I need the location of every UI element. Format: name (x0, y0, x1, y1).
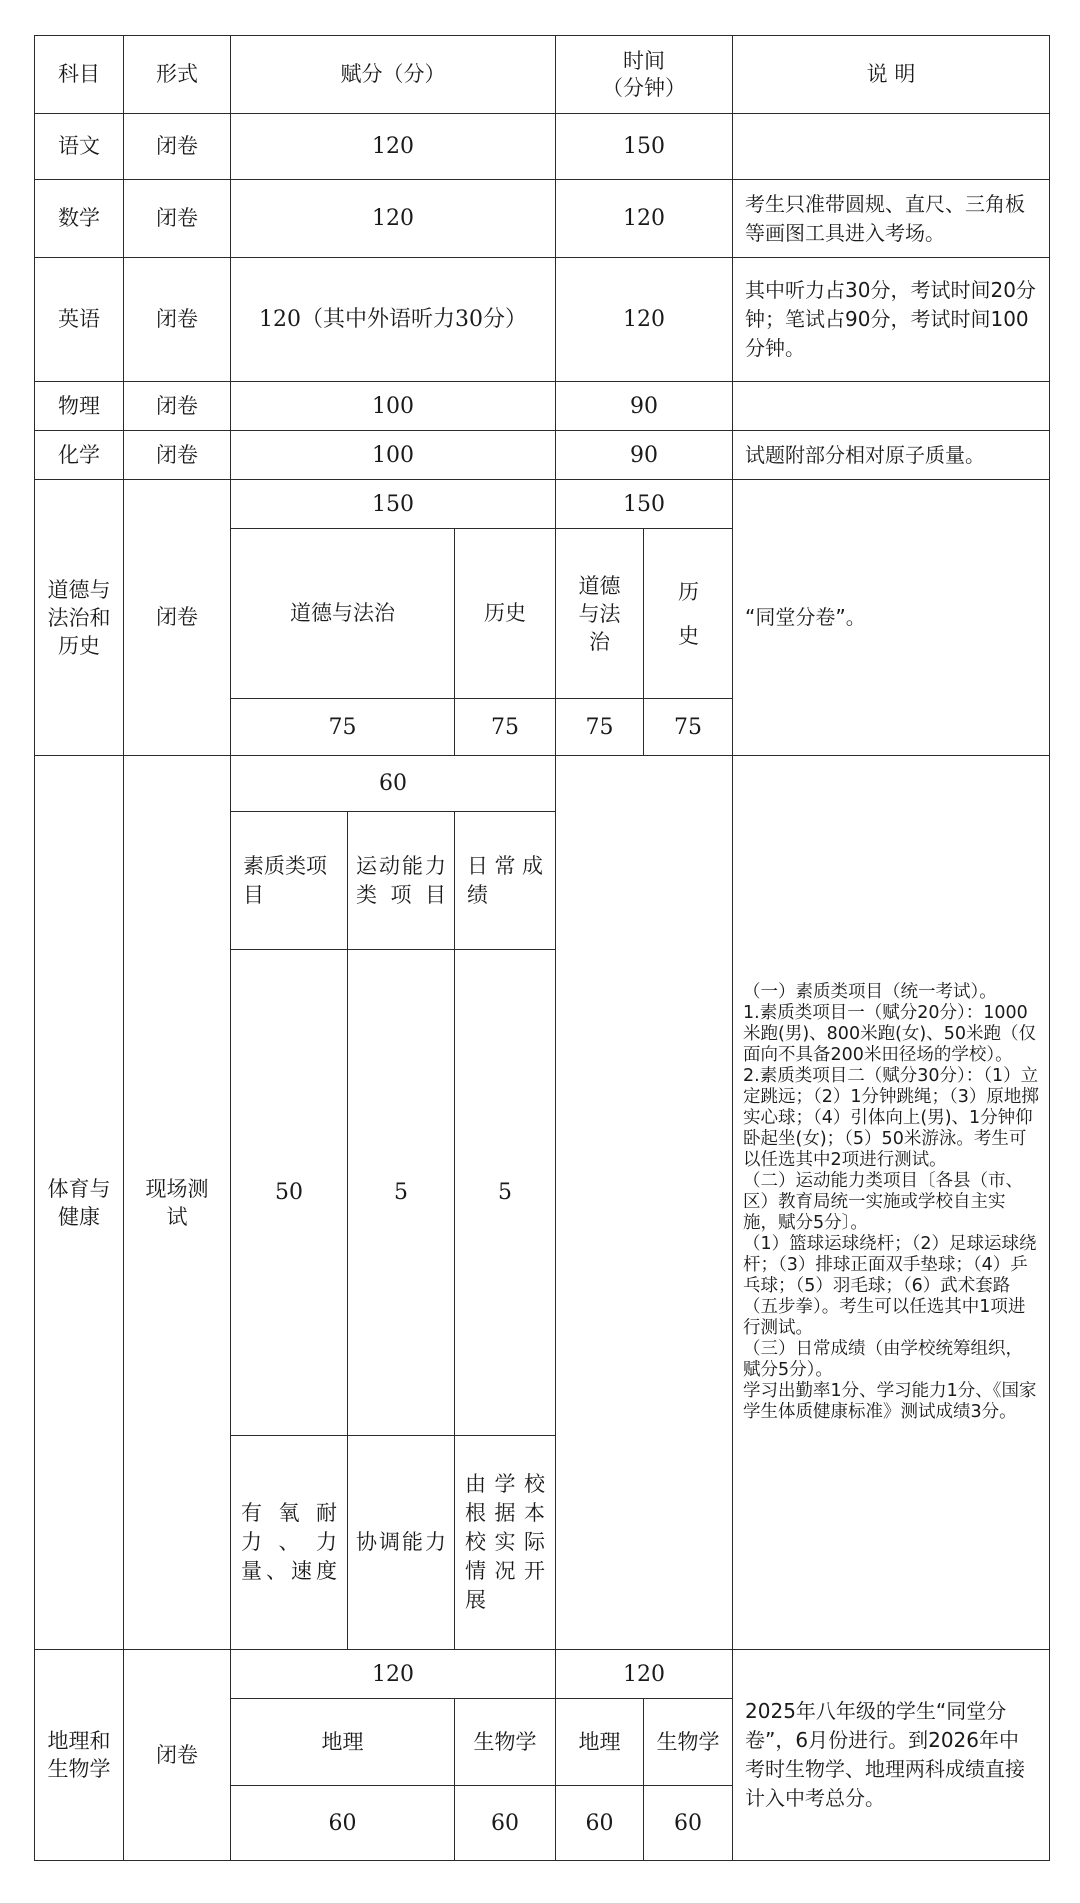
time-cell: 120 (556, 180, 733, 258)
row-english (35, 258, 1050, 382)
subject-cell: 英语 (35, 258, 124, 382)
note-line: （一）素质类项目（统一考试）。 (743, 982, 997, 1002)
subject-cell: 语文 (35, 114, 124, 180)
subject-cell: 体育与健康 (35, 756, 124, 1650)
score-total-cell: 120 (231, 1650, 556, 1699)
score-val-morality: 75 (231, 699, 455, 756)
pe-val-quality: 50 (231, 950, 348, 1436)
note-line: （二）运动能力类项目〔各县（市、区）教育局统一实施或学校自主实施，赋分5分〕。 (743, 1171, 1024, 1233)
row-chinese (35, 114, 1050, 180)
pe-desc-daily: 由学校根据本校实际情况开展 (455, 1436, 556, 1650)
score-cell: 120 (231, 114, 556, 180)
time-sub-geo: 地理 (556, 1699, 644, 1786)
time-cell: 90 (556, 431, 733, 480)
time-val-geo: 60 (556, 1786, 644, 1861)
note-line: 学习出勤率1分、学习能力1分、《国家学生体质健康标准》测试成绩3分。 (743, 1381, 1037, 1422)
time-total-cell: 120 (556, 1650, 733, 1699)
score-sub-geo: 地理 (231, 1699, 455, 1786)
subject-cell: 地理和生物学 (35, 1650, 124, 1861)
time-val-morality: 75 (556, 699, 644, 756)
score-val-history: 75 (455, 699, 556, 756)
note-cell (733, 114, 1050, 180)
pe-val-sport: 5 (348, 950, 455, 1436)
header-time: 时间 （分钟） (556, 36, 733, 114)
pe-desc-sport: 协调能力 (348, 1436, 455, 1650)
note-line: 1.素质类项目一（赋分20分）：1000米跑(男)、800米跑(女)、50米跑（仅面向不具备200米田径场的学校）。 (743, 1003, 1036, 1065)
pe-cat-sport: 运动能力类项目 (348, 812, 455, 950)
row-math (35, 180, 1050, 258)
header-note: 说 明 (733, 36, 1050, 114)
time-sub-morality: 道德与法治 (556, 529, 644, 699)
format-cell: 现场测试 (124, 756, 231, 1650)
format-cell: 闭卷 (124, 431, 231, 480)
row-morality-history (35, 480, 1050, 529)
subject-cell: 物理 (35, 382, 124, 431)
pe-cat-daily: 日常成绩 (455, 812, 556, 950)
time-cell-empty (556, 756, 733, 1650)
row-physics (35, 382, 1050, 431)
format-cell: 闭卷 (124, 180, 231, 258)
note-cell: 2025年八年级的学生“同堂分卷”，6月份进行。到2026年中考时生物学、地理两科成绩直接计入中考总分。 (733, 1650, 1050, 1861)
score-sub-history: 历史 (455, 529, 556, 699)
score-cell: 100 (231, 382, 556, 431)
score-sub-morality: 道德与法治 (231, 529, 455, 699)
format-cell: 闭卷 (124, 258, 231, 382)
note-cell: 其中听力占30分，考试时间20分钟；笔试占90分，考试时间100分钟。 (733, 258, 1050, 382)
time-val-history: 75 (644, 699, 733, 756)
time-cell: 90 (556, 382, 733, 431)
pe-cat-quality: 素质类项目 (231, 812, 348, 950)
time-sub-bio: 生物学 (644, 1699, 733, 1786)
note-line: 2.素质类项目二（赋分30分）：（1）立定跳远；（2）1分钟跳绳；（3）原地掷实心球；（4）引体向上(男)、1分钟仰卧起坐(女)；（5）50米游泳。考生可以任选其中2项进行测试。 (743, 1066, 1039, 1170)
format-cell: 闭卷 (124, 114, 231, 180)
time-val-bio: 60 (644, 1786, 733, 1861)
time-cell: 120 (556, 258, 733, 382)
subject-cell: 化学 (35, 431, 124, 480)
exam-table (34, 35, 1050, 1861)
score-cell: 100 (231, 431, 556, 480)
row-pe (35, 756, 1050, 812)
note-cell: 考生只准带圆规、直尺、三角板等画图工具进入考场。 (733, 180, 1050, 258)
row-chemistry (35, 431, 1050, 480)
row-geo-bio (35, 1650, 1050, 1699)
note-cell: “同堂分卷”。 (733, 480, 1050, 756)
header-format: 形式 (124, 36, 231, 114)
score-cell: 120 (231, 180, 556, 258)
score-total-cell: 60 (231, 756, 556, 812)
time-cell: 150 (556, 114, 733, 180)
subject-cell: 数学 (35, 180, 124, 258)
time-sub-history: 历史 (644, 529, 733, 699)
score-total-cell: 150 (231, 480, 556, 529)
note-cell: 试题附部分相对原子质量。 (733, 431, 1050, 480)
header-subject: 科目 (35, 36, 124, 114)
note-line: （1）篮球运球绕杆；（2）足球运球绕杆；（3）排球正面双手垫球；（4）乒乓球；（5）羽毛球；（6）武术套路（五步拳）。考生可以任选其中1项进行测试。 (743, 1234, 1037, 1338)
format-cell: 闭卷 (124, 480, 231, 756)
header-row (35, 36, 1050, 114)
score-cell: 120（其中外语听力30分） (231, 258, 556, 382)
note-line: （三）日常成绩（由学校统筹组织，赋分5分）。 (743, 1339, 1024, 1380)
header-score: 赋分（分） (231, 36, 556, 114)
pe-desc-quality: 有氧耐力、力量、速度 (231, 1436, 348, 1650)
format-cell: 闭卷 (124, 1650, 231, 1861)
time-total-cell: 150 (556, 480, 733, 529)
pe-val-daily: 5 (455, 950, 556, 1436)
score-val-bio: 60 (455, 1786, 556, 1861)
score-sub-bio: 生物学 (455, 1699, 556, 1786)
subject-cell: 道德与法治和历史 (35, 480, 124, 756)
format-cell: 闭卷 (124, 382, 231, 431)
score-val-geo: 60 (231, 1786, 455, 1861)
note-cell (733, 756, 1050, 1650)
note-cell (733, 382, 1050, 431)
